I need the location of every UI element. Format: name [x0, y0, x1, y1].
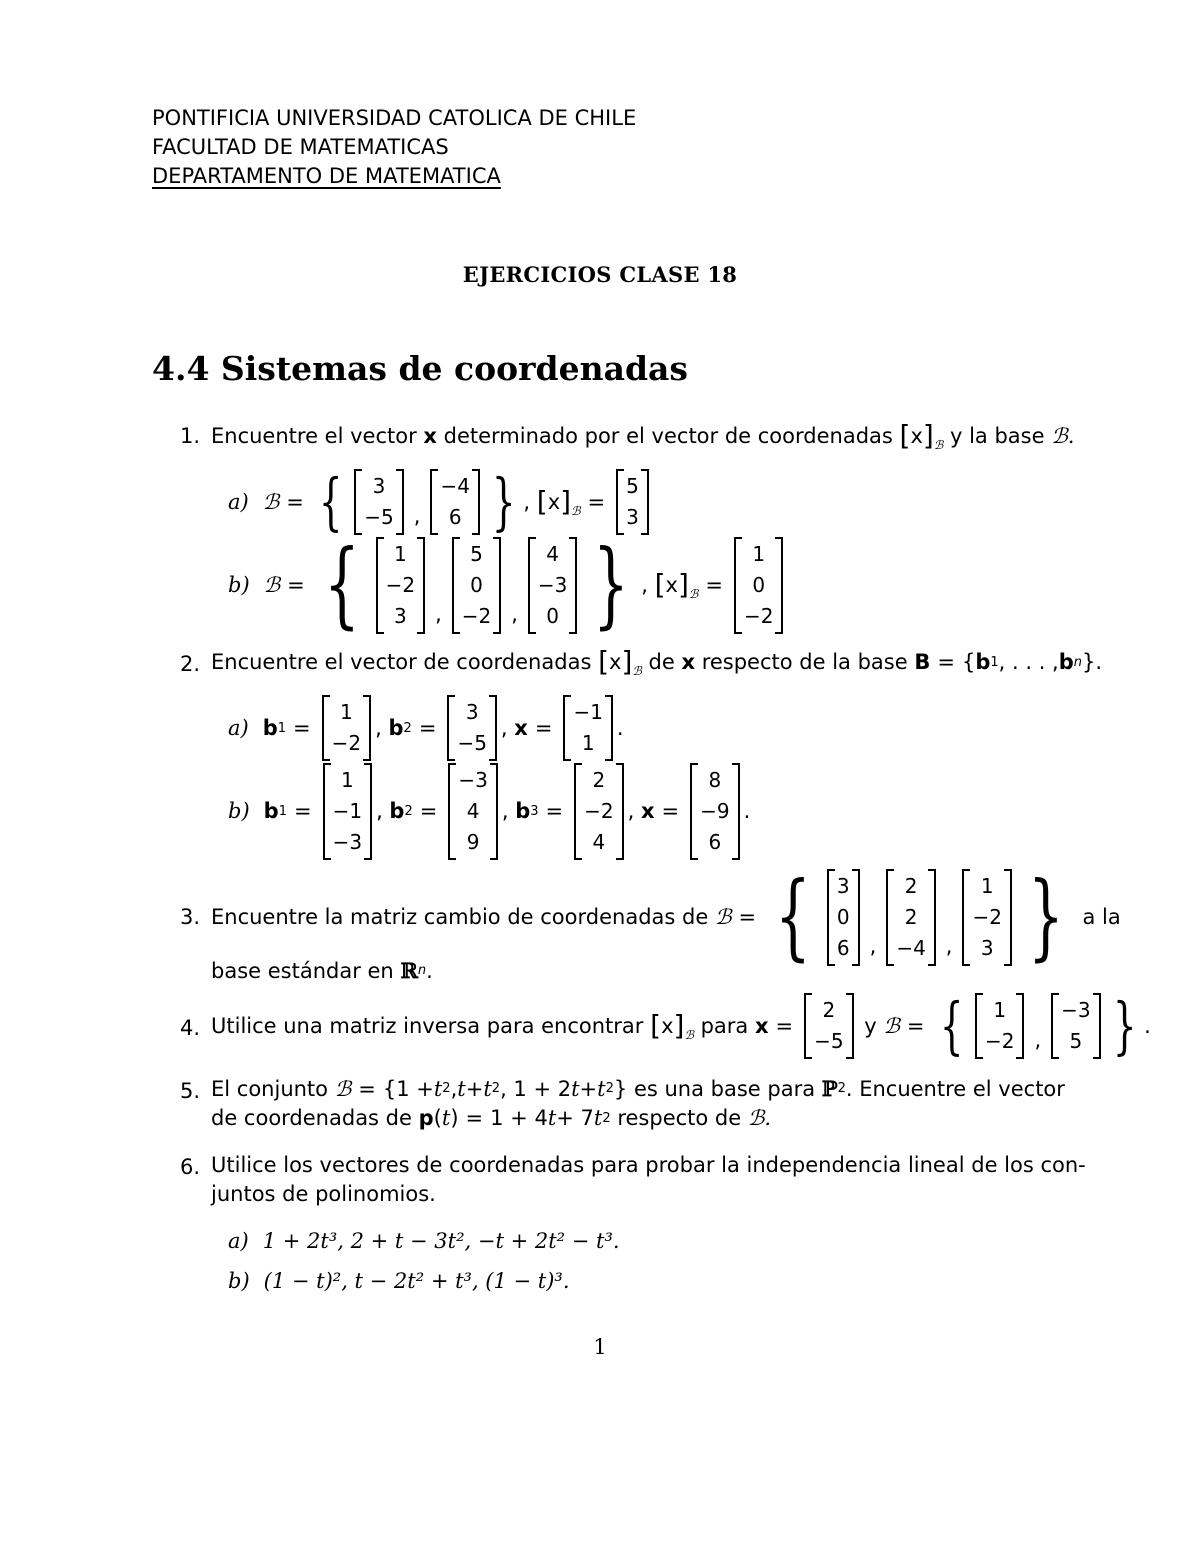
exercise-5-line-2: de coordenadas de p ( t ) = 1 + 4 t + 7 t 2 respecto de ℬ. [211, 1106, 772, 1130]
class-title: EJERCICIOS CLASE 18 [462, 262, 738, 287]
page-number: 1 [593, 1335, 607, 1359]
exercise-6a: a) 1 + 2t³, 2 + t − 3t², −t + 2t² − t³. [228, 1229, 620, 1253]
exercise-6-line-1: Utilice los vectores de coordenadas para probar la independencia lineal de los con- [211, 1153, 1086, 1177]
exercise-1a: a) ℬ = { 3 −5 , −4 6 } , [ x ] ℬ = 5 3 [228, 472, 653, 532]
exercise-1-statement: Encuentre el vector x determinado por el vector de coordenadas [ x ] ℬ y la base ℬ. [211, 419, 1075, 452]
exercise-6b-expression: (1 − t)², t − 2t² + t³, (1 − t)³. [263, 1269, 570, 1293]
exercise-3-continuation: base estándar en ℝ n . [211, 958, 433, 983]
header-department: DEPARTAMENTO DE MATEMATICA [152, 164, 501, 188]
header-university: PONTIFICIA UNIVERSIDAD CATOLICA DE CHILE [152, 106, 637, 130]
exercise-3-statement: Encuentre la matriz cambio de coordenadas de ℬ = { 3 0 6 , 2 2 −4 , 1 −2 3 } a la [211, 862, 1121, 971]
exercise-6a-expression: 1 + 2t³, 2 + t − 3t², −t + 2t² − t³. [262, 1229, 620, 1253]
institution-header [152, 104, 636, 191]
section-title: 4.4 Sistemas de coordenadas [152, 349, 688, 388]
exercise-5-line-1: El conjunto ℬ = {1 + t 2 , t + t 2 , 1 + 2 t + t 2 } es una base para ℙ 2 . Encuentre el vector [211, 1076, 1065, 1101]
exercise-1b: b) ℬ = { 1 −2 3 , 5 0 −2 , 4 −3 0 } , [ x ] ℬ = 1 0 −2 [228, 540, 787, 630]
exercise-2b: b) b 1 = 1 −1 −3 , b 2 = −3 4 9 , b 3 = 2 −2 4 , x = 8 −9 6 . [228, 766, 750, 856]
exercise-5-number: 5. [180, 1079, 201, 1103]
header-faculty: FACULTAD DE MATEMATICAS [152, 135, 449, 159]
exercise-6b: b) (1 − t)², t − 2t² + t³, (1 − t)³. [228, 1269, 570, 1293]
exercise-2-number: 2. [180, 652, 201, 676]
exercise-2a: a) b 1 = 1 −2 , b 2 = 3 −5 , x = −1 1 . [228, 698, 624, 758]
exercise-4-statement: Utilice una matriz inversa para encontrar [ x ] ℬ para x = 2 −5 y ℬ = { 1 −2 , −3 5 } . [211, 989, 1151, 1062]
exercise-6-line-2: juntos de polinomios. [211, 1182, 436, 1206]
exercise-3-number: 3. [180, 905, 201, 929]
exercise-6-number: 6. [180, 1155, 201, 1179]
exercise-2-statement: Encuentre el vector de coordenadas [ x ] ℬ de x respecto de la base B = { b 1 , . . . , b n }. [211, 645, 1103, 678]
exercise-1-number: 1. [180, 424, 201, 448]
exercise-4-number: 4. [180, 1016, 201, 1040]
